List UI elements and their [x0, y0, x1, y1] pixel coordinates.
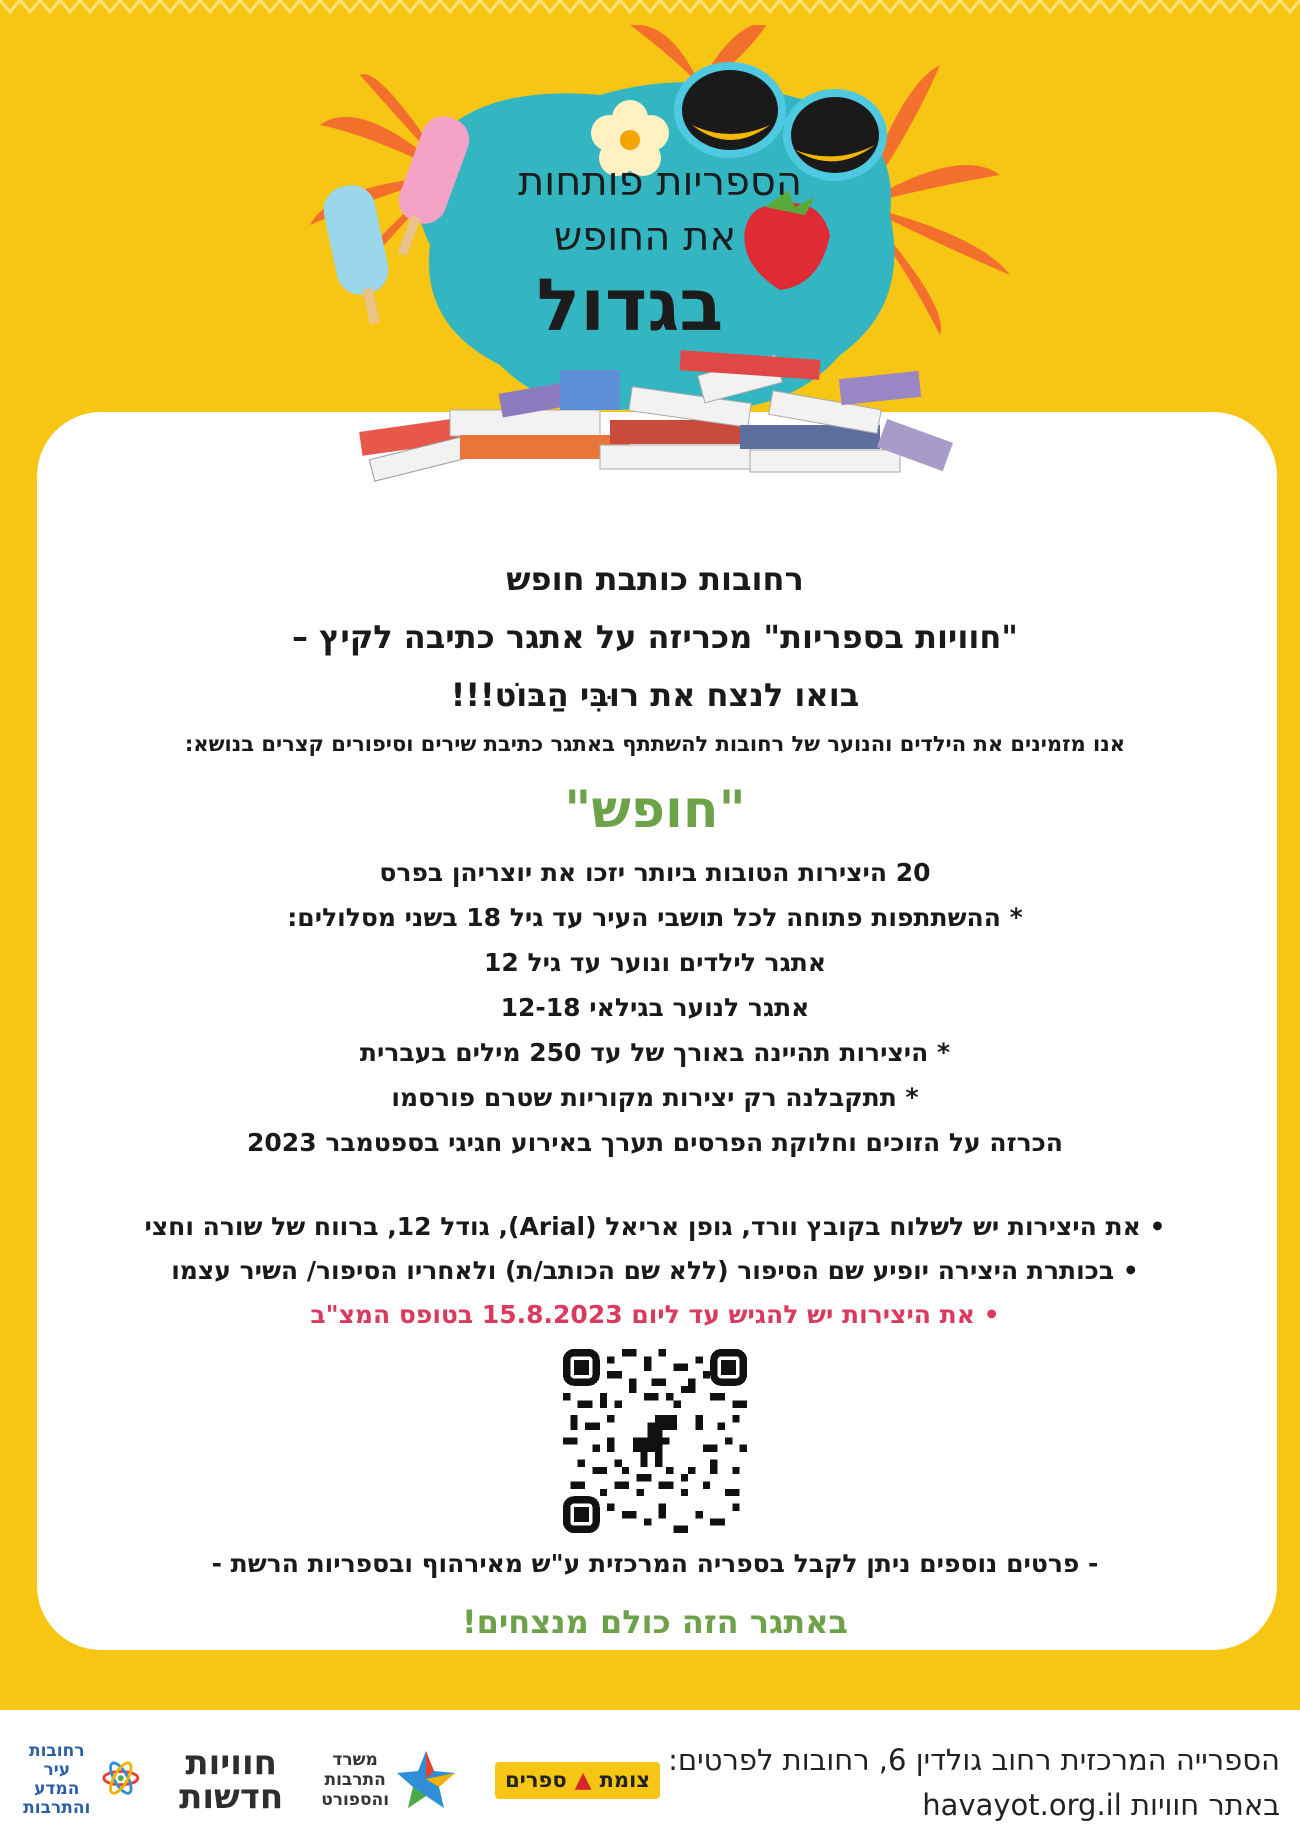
call-to-action: בואו לנצח את רוּבִּי הַבּוֹט!!! — [450, 676, 860, 714]
hero-title-line2: את החופש — [553, 214, 737, 260]
prize-line: 20 היצירות הטובות ביותר יזכו את יוצריהן בפרס — [379, 858, 931, 887]
ministry-culture-logo: משרד התרבות והספורט — [321, 1749, 457, 1811]
original-line: * תתקבלנה רק יצירות מקוריות שטרם פורסמו — [391, 1083, 919, 1112]
qr-code[interactable] — [563, 1349, 747, 1533]
details-line: - פרטים נוספים ניתן לקבל בספריה המרכזית ע"ש מאירהוף ובספריות הרשת - — [211, 1549, 1099, 1578]
hero-title-line3: בגדול — [536, 263, 724, 347]
star-icon — [395, 1749, 457, 1811]
footer-website-link[interactable]: באתר חוויות havayot.org.il — [922, 1788, 1280, 1822]
hero-title-line1: הספריות פותחות — [518, 159, 802, 205]
length-line: * היצירות תהיינה באורך של עד 250 מילים בעברית — [359, 1038, 951, 1067]
book-icon: ▲ — [574, 1767, 592, 1793]
announcement-line: הכרזה על הזוכים וחלוקת הפרסים תערך באירוע חגיגי בספטמבר 2023 — [247, 1128, 1063, 1157]
tzomet-sfarim-logo: צומת ▲ ספרים — [495, 1762, 660, 1799]
hero-illustration — [300, 25, 1020, 535]
rehovot-city-logo: רחובות עיר המדע והתרבות — [20, 1742, 141, 1818]
track-youth-line: אתגר לנוער בגילאי 12-18 — [500, 993, 810, 1022]
theme-title: "חופש" — [564, 780, 746, 840]
footer-contact — [660, 1738, 1280, 1828]
track-kids-line: אתגר לילדים ונוער עד גיל 12 — [483, 948, 827, 977]
sponsor-logos — [20, 1730, 660, 1830]
format-bullet: • את היצירות יש לשלוח בקובץ וורד, גופן אריאל (Arial), גודל 12, ברווח של שורה וחצי — [144, 1212, 1166, 1241]
deadline-bullet: • את היצירות יש להגיש עד ליום 15.8.2023 בטופס המצ"ב — [310, 1300, 1000, 1329]
title-bullet: • בכותרת היצירה יופיע שם הסיפור (ללא שם הכותב/ת) ולאחריו הסיפור/ השיר עצמו — [171, 1256, 1139, 1285]
sub-heading: "חוויות בספריות" מכריזה על אתגר כתיבה לקיץ – — [292, 618, 1018, 656]
atom-icon — [100, 1756, 142, 1804]
zigzag-border — [0, 0, 1300, 18]
footer-address: הספרייה המרכזית רחוב גולדין 6, רחובות לפרטים: — [668, 1743, 1280, 1777]
closing-slogan: באתגר הזה כולם מנצחים! — [461, 1603, 848, 1641]
main-heading: רחובות כותבת חופש — [506, 560, 804, 598]
footer — [0, 1710, 1300, 1839]
havayot-hadashot-logo: חוויות חדשות — [179, 1743, 284, 1817]
eligibility-line: * ההשתתפות פתוחה לכל תושבי העיר עד גיל 18 בשני מסלולים: — [287, 903, 1023, 932]
intro-text: אנו מזמינים את הילדים והנוער של רחובות להשתתף באתגר כתיבת שירים וסיפורים קצרים בנושא: — [184, 732, 1126, 756]
announcement-content — [60, 550, 1250, 1649]
